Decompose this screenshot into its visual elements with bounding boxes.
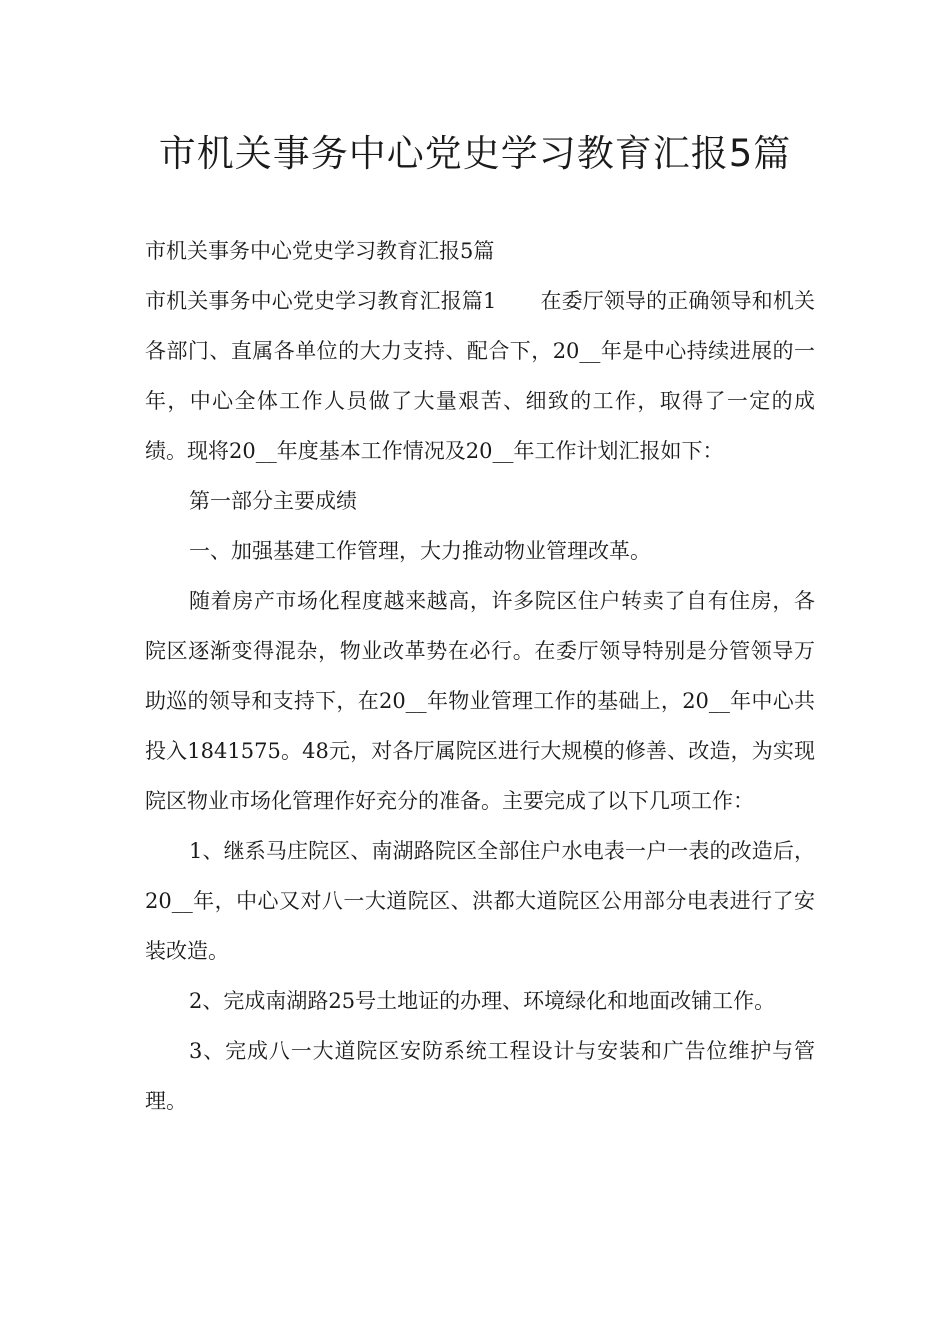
paragraph-1: 随着房产市场化程度越来越高，许多院区住户转卖了自有住房，各院区逐渐变得混杂，物业改革势在必行。在委厅领导特别是分管领导万助巡的领导和支持下，在20__年物业管理工作的基础上，20__年中心共投入1841575。48元，对各厅属院区进行大规模的修善、改造，为实现院区物业市场化管理作好充分的准备。主要完成了以下几项工作： bbox=[145, 589, 815, 813]
intro-text: 在委厅领导的正确领导和机关各部门、直属各单位的大力支持、配合下，20__年是中心持续进展的一年，中心全体工作人员做了大量艰苦、细致的工作，取得了一定的成绩。现将20__年度基本工作情况及20__年工作计划汇报如下： bbox=[145, 289, 816, 463]
document-body bbox=[145, 226, 815, 1126]
point-heading: 一、加强基建工作管理，大力推动物业管理改革。 bbox=[189, 539, 651, 563]
section-heading: 市机关事务中心党史学习教育汇报篇1 bbox=[145, 289, 497, 313]
intro-paragraph bbox=[145, 276, 815, 476]
part-heading: 第一部分主要成绩 bbox=[189, 489, 357, 513]
list-item-2: 2、完成南湖路25号土地证的办理、环境绿化和地面改铺工作。 bbox=[189, 989, 776, 1013]
list-item-3: 3、完成八一大道院区安防系统工程设计与安装和广告位维护与管理。 bbox=[145, 1039, 815, 1113]
document-title: 市机关事务中心党史学习教育汇报5篇 bbox=[158, 132, 792, 175]
document-subtitle: 市机关事务中心党史学习教育汇报5篇 bbox=[145, 239, 495, 263]
list-item-1: 1、继系马庄院区、南湖路院区全部住户水电表一户一表的改造后，20__年，中心又对八一大道院区、洪都大道院区公用部分电表进行了安装改造。 bbox=[145, 839, 815, 963]
